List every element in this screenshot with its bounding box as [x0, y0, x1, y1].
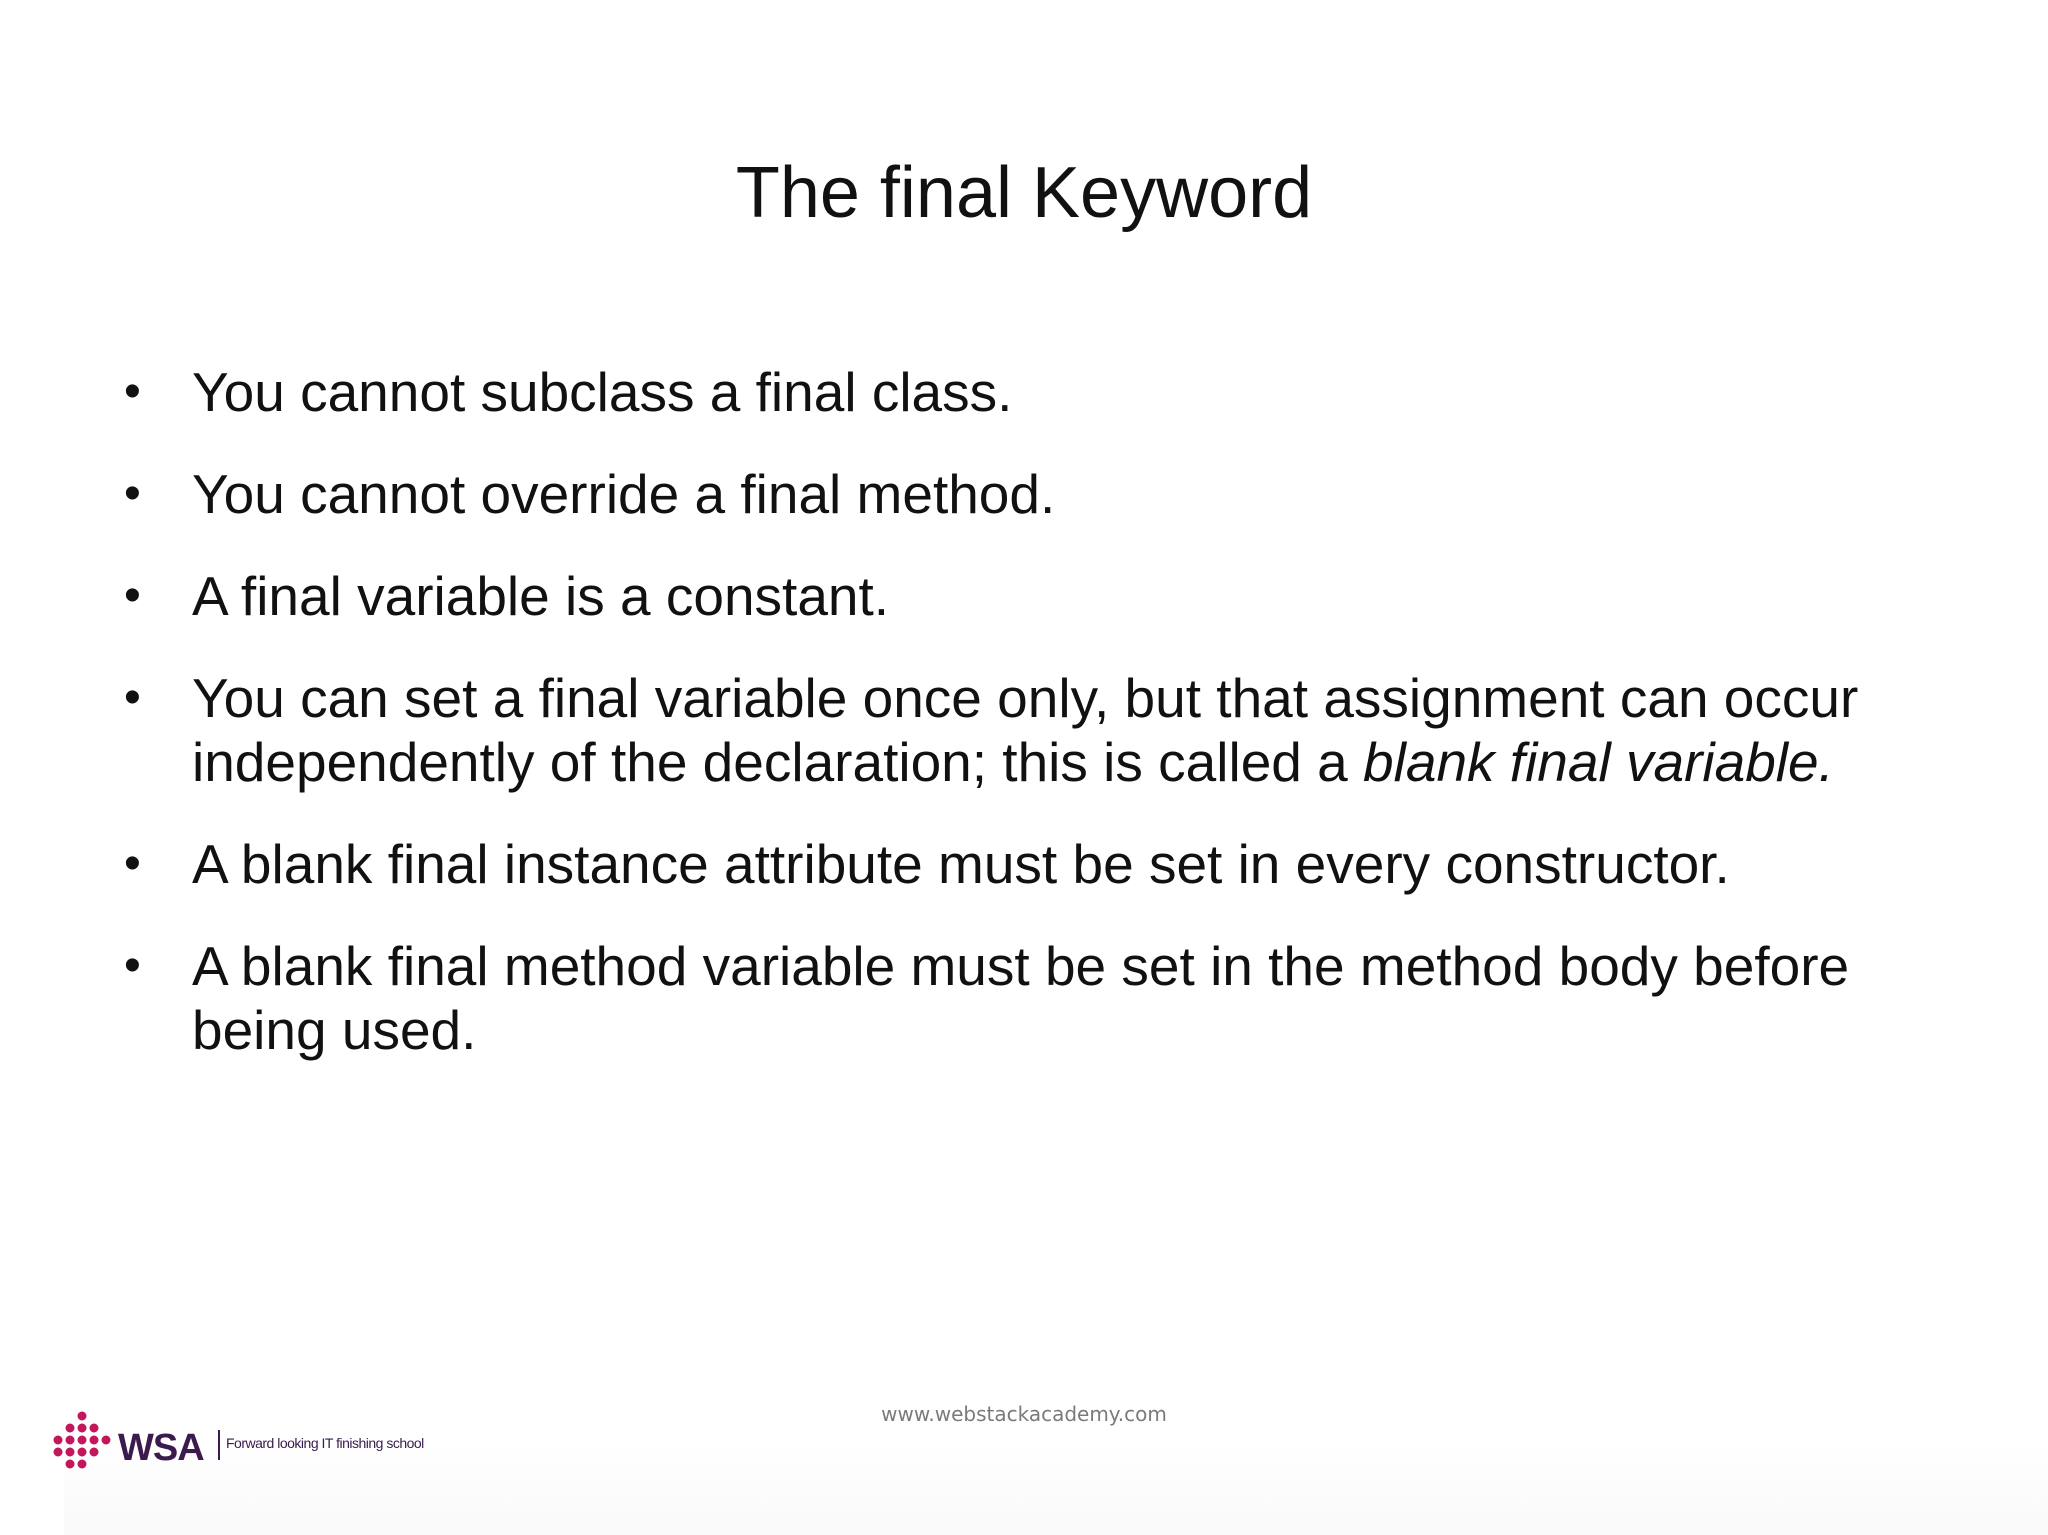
- bullet-marker: •: [124, 837, 141, 890]
- bullet-marker: •: [124, 671, 141, 724]
- bullet-marker: •: [124, 569, 141, 622]
- logo-wordmark: WSA: [118, 1427, 204, 1469]
- slide-title: The final Keyword: [735, 153, 1313, 233]
- bullet-item: [120, 666, 1980, 794]
- bullet-text: A final variable is a constant.: [192, 565, 890, 627]
- bullet-marker: •: [124, 939, 141, 992]
- bullet-text-emphasis: blank final variable.: [1363, 731, 1834, 793]
- bullet-text: You cannot subclass a final class.: [192, 361, 1013, 423]
- bullet-text: A blank final method variable must be set in the method body before being used.: [192, 935, 1850, 1061]
- logo-divider: [218, 1430, 220, 1460]
- logo-tagline: Forward looking IT finishing school: [226, 1435, 424, 1451]
- bullet-list: [120, 360, 1980, 1100]
- bullet-text: [192, 667, 1858, 793]
- bullet-text: You cannot override a final method.: [192, 463, 1056, 525]
- footer-url: www.webstackacademy.com: [881, 1402, 1167, 1426]
- bullet-text-main: You can set a final variable once only, but that assignment can occur independently of the declaration; this is called a: [192, 667, 1859, 793]
- bullet-item: [120, 564, 1980, 628]
- bullet-text: A blank final instance attribute must be set in every constructor.: [192, 833, 1730, 895]
- bullet-item: [120, 462, 1980, 526]
- bullet-item: [120, 934, 1980, 1062]
- bullet-item: [120, 832, 1980, 896]
- bullet-marker: •: [124, 365, 141, 418]
- bullet-marker: •: [124, 467, 141, 520]
- bullet-item: [120, 360, 1980, 424]
